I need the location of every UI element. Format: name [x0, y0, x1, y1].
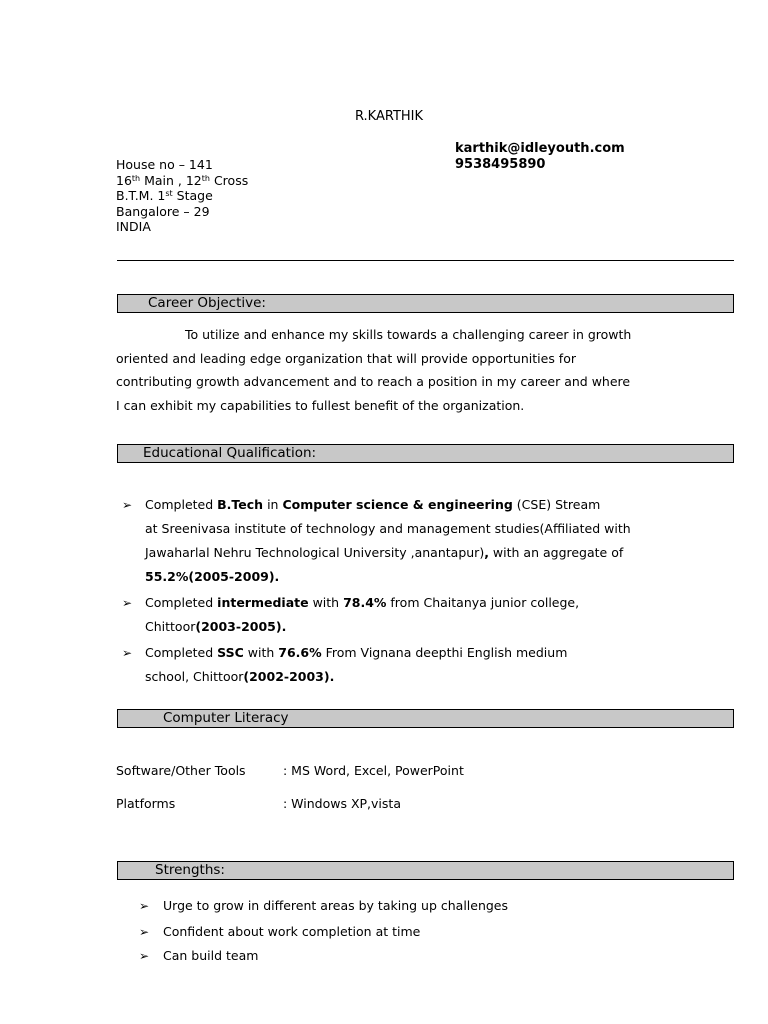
item-bold: 76.6%	[278, 645, 322, 660]
section-title: Strengths:	[155, 862, 225, 878]
address-line: INDIA	[116, 219, 151, 234]
paragraph-line: I can exhibit my capabilities to fullest benefit of the organization.	[116, 397, 525, 413]
item-bold: SSC	[217, 645, 244, 660]
bullet-arrow-icon: ➢	[122, 596, 133, 610]
address-line	[116, 173, 248, 189]
paragraph-text: To utilize and enhance my skills towards a challenging career in growth	[185, 327, 632, 342]
address-block	[116, 157, 248, 235]
email-text: karthik@idleyouth.com	[455, 141, 625, 156]
address-sup: st	[165, 189, 173, 198]
skill-label: Platforms	[116, 796, 176, 811]
paragraph-line: contributing growth advancement and to reach a position in my career and where	[116, 374, 631, 389]
skill-value: : Windows XP,vista	[283, 796, 401, 811]
section-header-career	[117, 294, 734, 313]
section-title: Educational Qualification:	[143, 445, 317, 461]
address-line: House no – 141	[116, 157, 213, 172]
item-text: in	[263, 497, 283, 512]
section-title: Computer Literacy	[163, 710, 289, 726]
item-line	[145, 493, 675, 517]
address-line	[116, 188, 248, 204]
address-text: Main , 12	[140, 172, 202, 188]
candidate-name: R.KARTHIK	[354, 109, 424, 124]
item-line	[145, 541, 675, 565]
item-bold: Computer science & engineering	[282, 497, 513, 512]
item-text: Completed	[145, 497, 218, 512]
header-divider	[117, 260, 734, 261]
education-item-ssc	[145, 641, 675, 689]
bullet-arrow-icon: ➢	[139, 949, 150, 963]
item-bold: ,	[484, 545, 489, 560]
item-text: Completed	[145, 595, 218, 610]
contact-block	[455, 141, 625, 173]
bullet-arrow-icon: ➢	[122, 646, 133, 660]
address-text: 16	[116, 172, 132, 188]
bullet-arrow-icon: ➢	[139, 925, 150, 939]
item-text: school, Chittoor	[145, 669, 244, 684]
paragraph-line	[116, 323, 656, 347]
phone-text: 9538495890	[455, 157, 546, 172]
education-item-btech	[145, 493, 675, 589]
item-text: with	[308, 595, 344, 610]
bullet-arrow-icon: ➢	[139, 899, 150, 913]
item-bold: (2002-2003).	[243, 669, 335, 684]
section-header-computer	[117, 709, 734, 728]
item-bold: intermediate	[217, 595, 309, 610]
address-text: B.T.M. 1	[116, 188, 166, 203]
item-text: Completed	[145, 645, 218, 660]
address-line: Bangalore – 29	[116, 203, 210, 219]
item-line	[145, 641, 675, 665]
item-bold: B.Tech	[217, 497, 264, 512]
education-item-intermediate	[145, 591, 675, 639]
strength-item: Urge to grow in different areas by taking up challenges	[163, 898, 509, 913]
address-sup: th	[201, 173, 210, 183]
item-line: 55.2%(2005-2009).	[145, 569, 280, 584]
section-header-education	[117, 444, 734, 463]
item-text: From Vignana deepthi English medium	[321, 645, 568, 660]
address-text: Cross	[209, 172, 249, 188]
skill-label: Software/Other Tools	[116, 763, 246, 778]
item-bold: 78.4%	[343, 595, 387, 610]
item-bold: (2003-2005).	[195, 619, 287, 634]
item-text: (CSE) Stream	[512, 497, 601, 512]
section-header-strengths	[117, 861, 734, 880]
item-text: from Chaitanya junior college,	[386, 595, 580, 610]
item-line	[145, 615, 675, 639]
skill-value: : MS Word, Excel, PowerPoint	[283, 763, 464, 778]
item-line: at Sreenivasa institute of technology and management studies(Affiliated with	[145, 521, 631, 536]
section-title: Career Objective:	[148, 295, 266, 311]
address-sup: th	[131, 173, 141, 183]
address-text: Stage	[172, 188, 213, 203]
item-line	[145, 591, 675, 615]
item-text: with	[243, 645, 279, 660]
paragraph-line: oriented and leading edge organization that will provide opportunities for	[116, 350, 576, 366]
item-text: with an aggregate of	[488, 545, 624, 560]
bullet-arrow-icon: ➢	[122, 498, 133, 512]
strength-item: Can build team	[163, 948, 259, 963]
item-text: Jawaharlal Nehru Technological University ,anantapur)	[145, 545, 485, 560]
item-text: Chittoor	[145, 619, 196, 634]
career-objective-text	[116, 323, 656, 417]
item-line	[145, 665, 675, 689]
strength-item: Confident about work completion at time	[163, 924, 421, 939]
